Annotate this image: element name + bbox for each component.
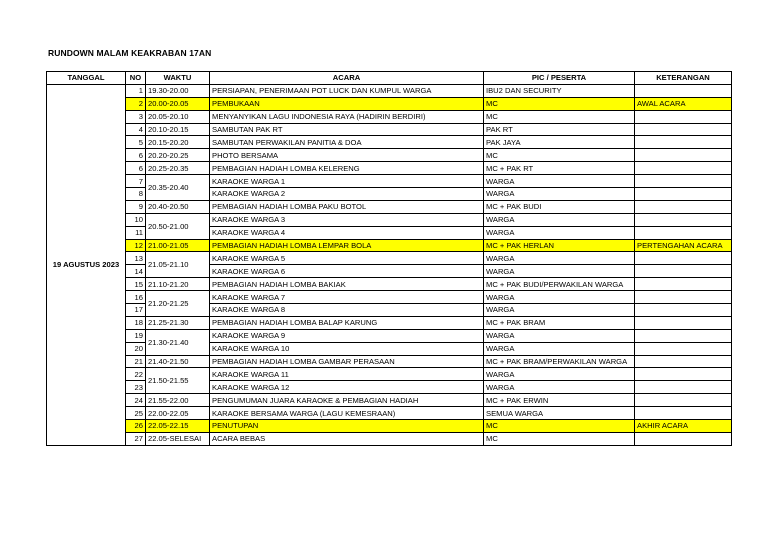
row-number: 5 [126, 136, 146, 149]
time-cell: 20.20-20.25 [146, 149, 210, 162]
row-number: 15 [126, 278, 146, 291]
time-cell: 21.00-21.05 [146, 239, 210, 252]
pic-cell: MC [484, 420, 635, 433]
pic-cell: MC [484, 149, 635, 162]
time-cell: 21.50-21.55 [146, 368, 210, 394]
note-cell [635, 265, 732, 278]
pic-cell: WARGA [484, 342, 635, 355]
row-number: 27 [126, 432, 146, 445]
event-cell: SAMBUTAN PERWAKILAN PANITIA & DOA [210, 136, 484, 149]
time-cell: 20.10-20.15 [146, 123, 210, 136]
note-cell: AKHIR ACARA [635, 420, 732, 433]
row-number: 18 [126, 316, 146, 329]
note-cell [635, 226, 732, 239]
row-number: 24 [126, 394, 146, 407]
note-cell [635, 110, 732, 123]
pic-cell: MC + PAK ERWIN [484, 394, 635, 407]
note-cell [635, 252, 732, 265]
table-row [47, 252, 732, 265]
table-row [47, 394, 732, 407]
event-cell: MENYANYIKAN LAGU INDONESIA RAYA (HADIRIN BERDIRI) [210, 110, 484, 123]
note-cell: AWAL ACARA [635, 97, 732, 110]
pic-cell: SEMUA WARGA [484, 407, 635, 420]
time-cell: 20.00-20.05 [146, 97, 210, 110]
note-cell [635, 188, 732, 201]
time-cell: 20.25-20.35 [146, 162, 210, 175]
pic-cell: MC + PAK HERLAN [484, 239, 635, 252]
header-acara: ACARA [210, 72, 484, 85]
table-row [47, 407, 732, 420]
time-cell: 19.30-20.00 [146, 84, 210, 97]
event-cell: SAMBUTAN PAK RT [210, 123, 484, 136]
table-row [47, 162, 732, 175]
table-row [47, 200, 732, 213]
event-cell: KARAOKE WARGA 4 [210, 226, 484, 239]
event-cell: KARAOKE WARGA 9 [210, 329, 484, 342]
note-cell [635, 278, 732, 291]
time-cell: 21.30-21.40 [146, 329, 210, 355]
pic-cell: PAK RT [484, 123, 635, 136]
event-cell: PENUTUPAN [210, 420, 484, 433]
pic-cell: WARGA [484, 213, 635, 226]
event-cell: PEMBAGIAN HADIAH LOMBA LEMPAR BOLA [210, 239, 484, 252]
pic-cell: PAK JAYA [484, 136, 635, 149]
event-cell: KARAOKE WARGA 10 [210, 342, 484, 355]
document-title: RUNDOWN MALAM KEAKRABAN 17AN [48, 48, 212, 58]
event-cell: PEMBAGIAN HADIAH LOMBA GAMBAR PERASAAN [210, 355, 484, 368]
event-cell: KARAOKE WARGA 7 [210, 291, 484, 304]
time-cell: 21.25-21.30 [146, 316, 210, 329]
table-row [47, 84, 732, 97]
table-row [47, 278, 732, 291]
time-cell: 21.05-21.10 [146, 252, 210, 278]
row-number: 8 [126, 188, 146, 201]
row-number: 14 [126, 265, 146, 278]
time-cell: 22.05-SELESAI [146, 432, 210, 445]
time-cell: 20.05-20.10 [146, 110, 210, 123]
table-row [47, 368, 732, 381]
row-number: 4 [126, 123, 146, 136]
row-number: 25 [126, 407, 146, 420]
time-cell: 21.40-21.50 [146, 355, 210, 368]
pic-cell: MC [484, 97, 635, 110]
event-cell: KARAOKE WARGA 5 [210, 252, 484, 265]
row-number: 19 [126, 329, 146, 342]
time-cell: 21.20-21.25 [146, 291, 210, 317]
row-number: 17 [126, 304, 146, 317]
row-number: 12 [126, 239, 146, 252]
row-number: 9 [126, 200, 146, 213]
row-number: 6 [126, 162, 146, 175]
rundown-table [46, 71, 732, 446]
table-row [47, 432, 732, 445]
event-cell: KARAOKE BERSAMA WARGA (LAGU KEMESRAAN) [210, 407, 484, 420]
note-cell [635, 432, 732, 445]
header-waktu: WAKTU [146, 72, 210, 85]
event-cell: PHOTO BERSAMA [210, 149, 484, 162]
row-number: 13 [126, 252, 146, 265]
table-row [47, 239, 732, 252]
pic-cell: WARGA [484, 188, 635, 201]
note-cell [635, 355, 732, 368]
pic-cell: WARGA [484, 175, 635, 188]
note-cell [635, 213, 732, 226]
table-row [47, 291, 732, 304]
event-cell: PEMBAGIAN HADIAH LOMBA BALAP KARUNG [210, 316, 484, 329]
event-cell: KARAOKE WARGA 6 [210, 265, 484, 278]
note-cell: PERTENGAHAN ACARA [635, 239, 732, 252]
time-cell: 20.40-20.50 [146, 200, 210, 213]
note-cell [635, 149, 732, 162]
time-cell: 22.00-22.05 [146, 407, 210, 420]
pic-cell: WARGA [484, 265, 635, 278]
pic-cell: MC + PAK BRAM/PERWAKILAN WARGA [484, 355, 635, 368]
time-cell: 20.35-20.40 [146, 175, 210, 201]
pic-cell: MC + PAK BUDI [484, 200, 635, 213]
event-cell: KARAOKE WARGA 12 [210, 381, 484, 394]
note-cell [635, 200, 732, 213]
pic-cell: WARGA [484, 368, 635, 381]
note-cell [635, 342, 732, 355]
header-tanggal: TANGGAL [47, 72, 126, 85]
row-number: 16 [126, 291, 146, 304]
pic-cell: WARGA [484, 381, 635, 394]
pic-cell: MC + PAK BRAM [484, 316, 635, 329]
pic-cell: MC [484, 110, 635, 123]
note-cell [635, 175, 732, 188]
pic-cell: WARGA [484, 252, 635, 265]
row-number: 23 [126, 381, 146, 394]
table-row [47, 329, 732, 342]
time-cell: 21.55-22.00 [146, 394, 210, 407]
pic-cell: WARGA [484, 304, 635, 317]
time-cell: 22.05-22.15 [146, 420, 210, 433]
pic-cell: WARGA [484, 291, 635, 304]
note-cell [635, 136, 732, 149]
row-number: 2 [126, 97, 146, 110]
table-row [47, 175, 732, 188]
time-cell: 21.10-21.20 [146, 278, 210, 291]
row-number: 26 [126, 420, 146, 433]
time-cell: 20.50-21.00 [146, 213, 210, 239]
table-row [47, 355, 732, 368]
table-row [47, 136, 732, 149]
note-cell [635, 368, 732, 381]
pic-cell: MC + PAK BUDI/PERWAKILAN WARGA [484, 278, 635, 291]
note-cell [635, 329, 732, 342]
row-number: 6 [126, 149, 146, 162]
event-cell: KARAOKE WARGA 1 [210, 175, 484, 188]
table-row [47, 420, 732, 433]
note-cell [635, 291, 732, 304]
row-number: 11 [126, 226, 146, 239]
tanggal-cell: 19 AGUSTUS 2023 [47, 84, 126, 445]
event-cell: PERSIAPAN, PENERIMAAN POT LUCK DAN KUMPUL WARGA [210, 84, 484, 97]
time-cell: 20.15-20.20 [146, 136, 210, 149]
note-cell [635, 407, 732, 420]
table-row [47, 213, 732, 226]
event-cell: KARAOKE WARGA 11 [210, 368, 484, 381]
row-number: 22 [126, 368, 146, 381]
note-cell [635, 381, 732, 394]
note-cell [635, 162, 732, 175]
row-number: 1 [126, 84, 146, 97]
event-cell: PEMBAGIAN HADIAH LOMBA PAKU BOTOL [210, 200, 484, 213]
header-pic: PIC / PESERTA [484, 72, 635, 85]
table-row [47, 123, 732, 136]
row-number: 10 [126, 213, 146, 226]
row-number: 3 [126, 110, 146, 123]
table-row [47, 149, 732, 162]
row-number: 7 [126, 175, 146, 188]
note-cell [635, 394, 732, 407]
pic-cell: IBU2 DAN SECURITY [484, 84, 635, 97]
event-cell: PEMBUKAAN [210, 97, 484, 110]
event-cell: ACARA BEBAS [210, 432, 484, 445]
note-cell [635, 123, 732, 136]
event-cell: KARAOKE WARGA 8 [210, 304, 484, 317]
row-number: 20 [126, 342, 146, 355]
header-row [47, 72, 732, 85]
pic-cell: MC [484, 432, 635, 445]
table-row [47, 110, 732, 123]
pic-cell: MC + PAK RT [484, 162, 635, 175]
header-keterangan: KETERANGAN [635, 72, 732, 85]
note-cell [635, 304, 732, 317]
pic-cell: WARGA [484, 226, 635, 239]
event-cell: PEMBAGIAN HADIAH LOMBA KELERENG [210, 162, 484, 175]
note-cell [635, 84, 732, 97]
table-row [47, 316, 732, 329]
event-cell: KARAOKE WARGA 2 [210, 188, 484, 201]
header-no: NO [126, 72, 146, 85]
event-cell: PEMBAGIAN HADIAH LOMBA BAKIAK [210, 278, 484, 291]
event-cell: PENGUMUMAN JUARA KARAOKE & PEMBAGIAN HADIAH [210, 394, 484, 407]
pic-cell: WARGA [484, 329, 635, 342]
note-cell [635, 316, 732, 329]
table-row [47, 97, 732, 110]
event-cell: KARAOKE WARGA 3 [210, 213, 484, 226]
row-number: 21 [126, 355, 146, 368]
table-body [47, 84, 732, 445]
